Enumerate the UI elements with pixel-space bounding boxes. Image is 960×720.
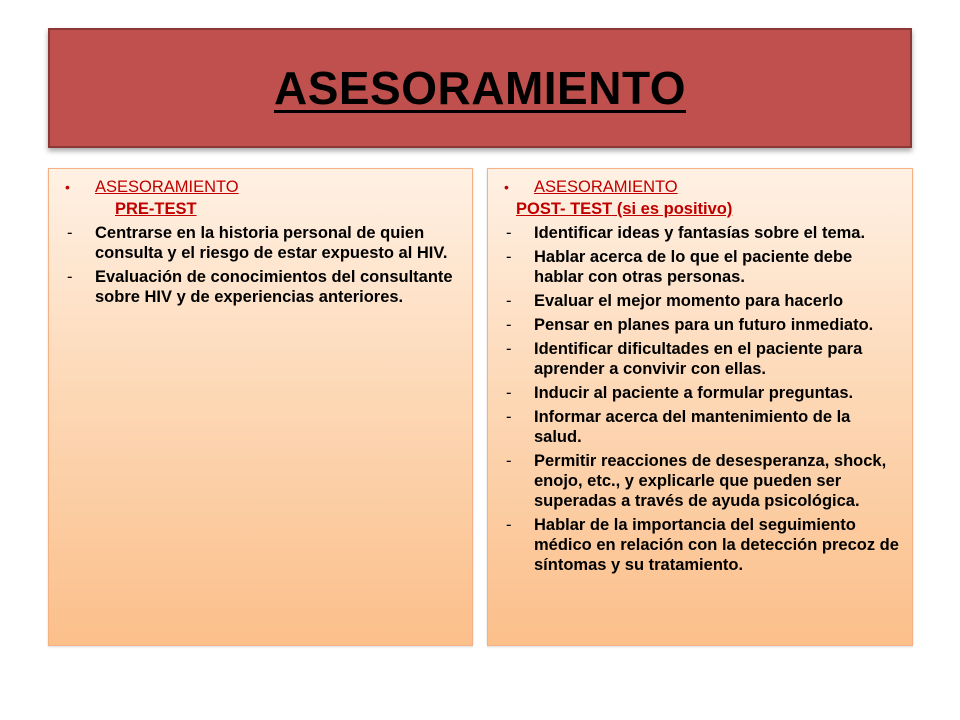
list-item [504,315,900,335]
bullet-icon: • [65,179,70,195]
dash-icon: - [506,408,512,426]
bullet-icon: • [504,179,509,195]
list-item-text: Inducir al paciente a formular preguntas. [534,384,854,402]
list-item [65,223,460,263]
list-item-text: Hablar de la importancia del seguimiento médico en relación con la detección precoz de síntomas y su tratamiento. [534,516,899,574]
post-test-panel [487,168,913,646]
dash-icon: - [506,384,512,402]
list-item-text: Pensar en planes para un futuro inmediato. [534,316,874,334]
dash-icon: - [67,224,73,242]
pre-test-heading-row [65,177,460,197]
dash-icon: - [506,340,512,358]
list-item [504,383,900,403]
slide-title: ASESORAMIENTO [273,62,687,114]
list-item-text: Permitir reacciones de desesperanza, shock, enojo, etc., y explicarle que pueden ser superadas a través de ayuda psicológica. [534,452,887,510]
dash-icon: - [506,224,512,242]
list-item [504,339,900,379]
post-test-subheading: POST- TEST (si es positivo) [516,200,733,218]
dash-icon: - [67,268,73,286]
pre-test-list [65,223,460,307]
list-item-text: Evaluar el mejor momento para hacerlo [534,292,844,310]
list-item [65,267,460,307]
post-test-heading-row [504,177,900,197]
pre-test-subheading: PRE-TEST [115,200,197,218]
list-item [504,515,900,575]
title-banner [48,28,912,148]
post-test-heading: ASESORAMIENTO [534,178,678,196]
list-item [504,407,900,447]
dash-icon: - [506,316,512,334]
list-item-text: Informar acerca del mantenimiento de la salud. [534,408,851,446]
dash-icon: - [506,516,512,534]
list-item-text: Identificar dificultades en el paciente para aprender a convivir con ellas. [534,340,863,378]
dash-icon: - [506,248,512,266]
list-item [504,223,900,243]
list-item [504,451,900,511]
list-item-text: Centrarse en la historia personal de quien consulta y el riesgo de estar expuesto al HIV. [95,224,448,262]
list-item-text: Identificar ideas y fantasías sobre el tema. [534,224,866,242]
list-item-text: Hablar acerca de lo que el paciente debe hablar con otras personas. [534,248,853,286]
dash-icon: - [506,452,512,470]
dash-icon: - [506,292,512,310]
list-item [504,247,900,287]
pre-test-panel [48,168,473,646]
list-item [504,291,900,311]
pre-test-heading: ASESORAMIENTO [95,178,239,196]
list-item-text: Evaluación de conocimientos del consultante sobre HIV y de experiencias anteriores. [95,268,453,306]
post-test-list [504,223,900,575]
